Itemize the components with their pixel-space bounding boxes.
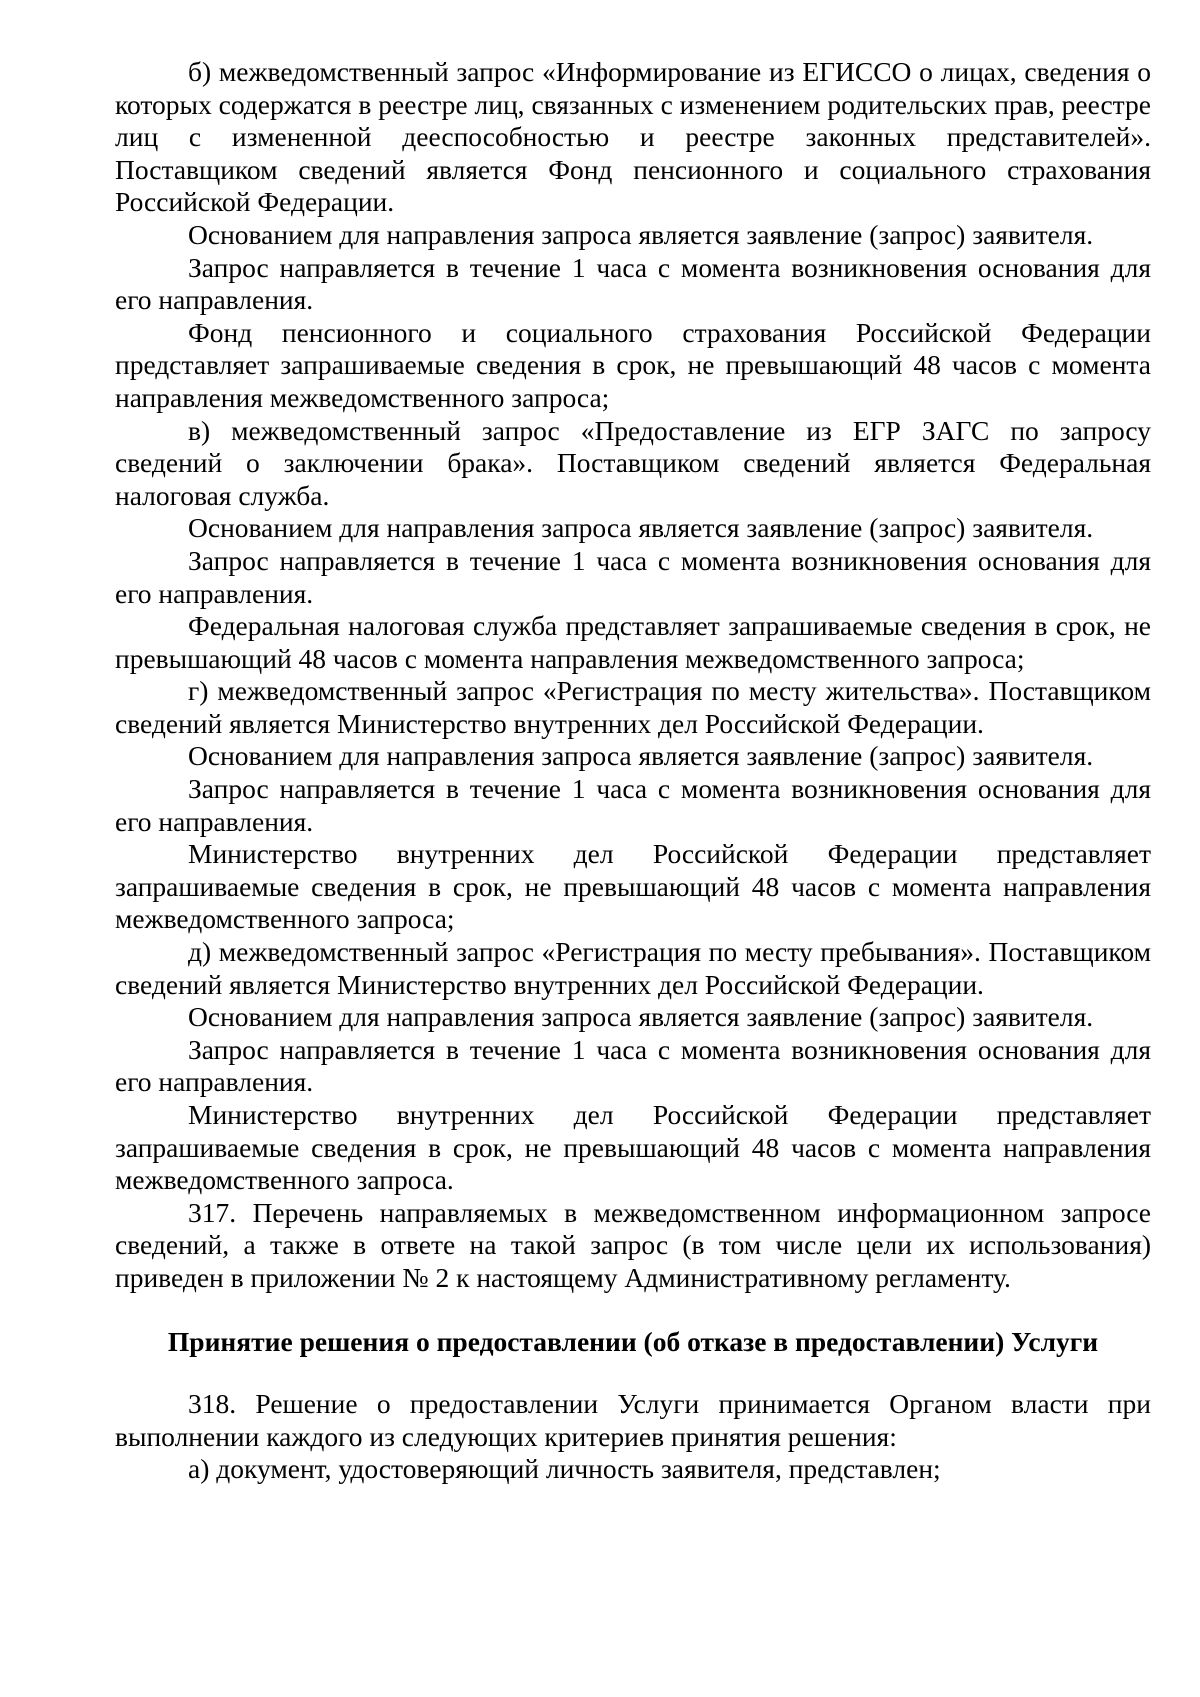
paragraph-provider-term: Министерство внутренних дел Российской Федерации представляет запрашиваемые сведения в срок, не превышающий 48 часов с момента направления межведомственного запроса; — [115, 838, 1151, 935]
paragraph-provider-term: Фонд пенсионного и социального страхования Российской Федерации представляет запрашиваемые сведения в срок, не превышающий 48 часов с момента направления межведомственного запроса; — [115, 316, 1151, 413]
section-heading: Принятие решения о предоставлении (об отказе в предоставлении) Услуги — [167, 1325, 1099, 1357]
paragraph-basis: Основанием для направления запроса является заявление (запрос) заявителя. — [188, 740, 1094, 772]
paragraph-timing: Запрос направляется в течение 1 часа с момента возникновения основания для его направления. — [115, 773, 1151, 837]
paragraph-timing: Запрос направляется в течение 1 часа с момента возникновения основания для его направления. — [115, 251, 1151, 316]
paragraph-timing: Запрос направляется в течение 1 часа с момента возникновения основания для его направления. — [115, 544, 1151, 609]
paragraph-basis: Основанием для направления запроса является заявление (запрос) заявителя. — [188, 1001, 1094, 1033]
paragraph-318: 318. Решение о предоставлении Услуги принимается Органом власти при выполнении каждого из следующих критериев принятия решения: — [115, 1388, 1151, 1452]
paragraph-b-request: б) межведомственный запрос «Информирование из ЕГИССО о лицах, сведения о которых содержатся в реестре лиц, связанных с изменением родительских прав, реестре лиц с измененной дееспособностью и реестре законных представителей». Поставщиком сведений является Фонд пенсионного и социального страхования Российской Федерации. — [115, 56, 1151, 218]
paragraph-timing: Запрос направляется в течение 1 часа с момента возникновения основания для его направления. — [115, 1033, 1151, 1098]
paragraph-317: 317. Перечень направляемых в межведомственном информационном запросе сведений, а также в ответе на такой запрос (в том числе цели их использования) приведен в приложении № 2 к настоящему Административному регламенту. — [115, 1196, 1151, 1293]
paragraph-basis: Основанием для направления запроса является заявление (запрос) заявителя. — [188, 512, 1094, 544]
paragraph-g-request: г) межведомственный запрос «Регистрация по месту жительства». Поставщиком сведений является Министерство внутренних дел Российской Федерации. — [115, 675, 1151, 739]
paragraph-v-request: в) межведомственный запрос «Предоставление из ЕГР ЗАГС по запросу сведений о заключении брака». Поставщиком сведений является Федеральная налоговая служба. — [115, 414, 1151, 511]
paragraph-basis: Основанием для направления запроса является заявление (запрос) заявителя. — [188, 218, 1094, 250]
paragraph-provider-term: Министерство внутренних дел Российской Федерации представляет запрашиваемые сведения в срок, не превышающий 48 часов с момента направления межведомственного запроса. — [115, 1099, 1151, 1196]
paragraph-d-request: д) межведомственный запрос «Регистрация по месту пребывания». Поставщиком сведений является Министерство внутренних дел Российской Федерации. — [115, 936, 1151, 1000]
document-page — [115, 56, 1151, 1486]
paragraph-criterion-a: а) документ, удостоверяющий личность заявителя, представлен; — [188, 1453, 941, 1485]
paragraph-provider-term: Федеральная налоговая служба представляет запрашиваемые сведения в срок, не превышающий 48 часов с момента направления межведомственного запроса; — [115, 610, 1151, 674]
